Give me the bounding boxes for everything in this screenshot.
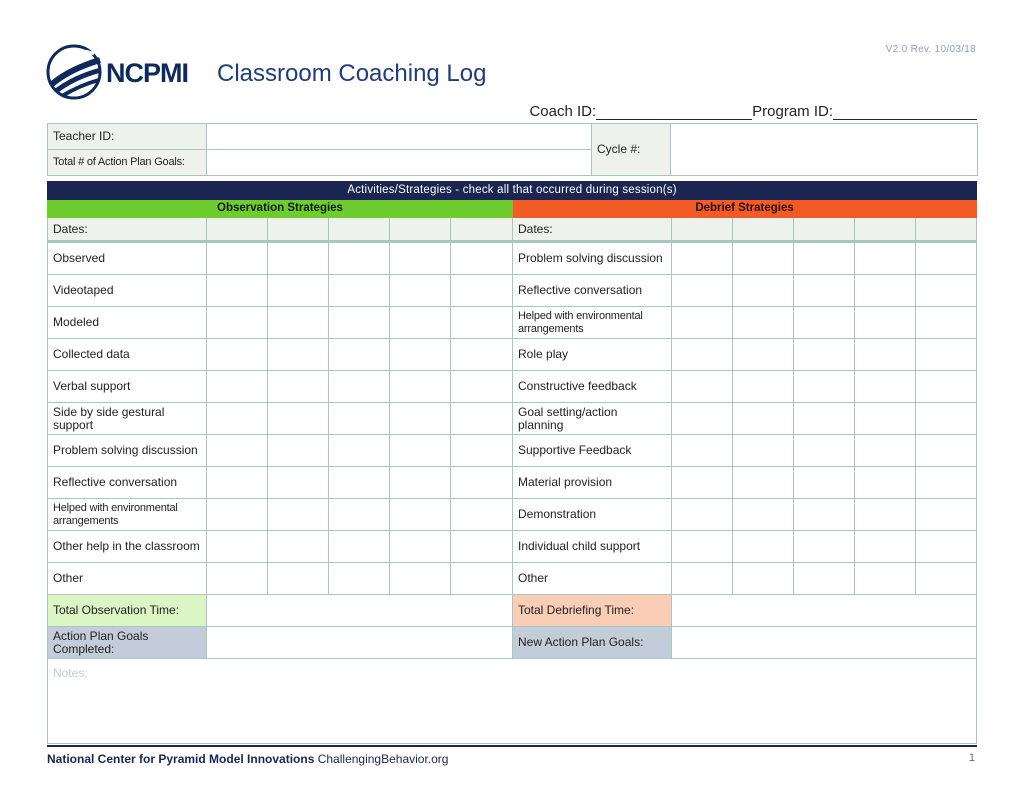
obs-checkbox-cell[interactable] xyxy=(451,531,513,563)
deb-strategy-label: Goal setting/action planning xyxy=(513,403,672,435)
deb-checkbox-cell[interactable] xyxy=(916,467,977,499)
obs-strategy-label: Reflective conversation xyxy=(48,467,207,499)
deb-checkbox-cell[interactable] xyxy=(733,371,794,403)
obs-checkbox-cell[interactable] xyxy=(268,531,329,563)
strategies-table xyxy=(47,181,977,744)
deb-checkbox-cell[interactable] xyxy=(733,531,794,563)
new-goals-field[interactable] xyxy=(672,627,977,659)
obs-checkbox-cell[interactable] xyxy=(268,275,329,307)
obs-checkbox-cell[interactable] xyxy=(390,371,451,403)
obs-dates-label: Dates: xyxy=(48,218,207,242)
deb-checkbox-cell[interactable] xyxy=(794,563,855,595)
deb-checkbox-cell[interactable] xyxy=(733,275,794,307)
obs-checkbox-cell[interactable] xyxy=(329,499,390,531)
obs-strategy-label: Other xyxy=(48,563,207,595)
deb-checkbox-cell[interactable] xyxy=(672,371,733,403)
deb-checkbox-cell[interactable] xyxy=(672,499,733,531)
obs-checkbox-cell[interactable] xyxy=(451,275,513,307)
program-id-field[interactable] xyxy=(833,105,977,120)
obs-checkbox-cell[interactable] xyxy=(390,467,451,499)
deb-strategy-label: Individual child support xyxy=(513,531,672,563)
deb-checkbox-cell[interactable] xyxy=(672,531,733,563)
deb-checkbox-cell[interactable] xyxy=(672,275,733,307)
obs-checkbox-cell[interactable] xyxy=(329,307,390,339)
deb-checkbox-cell[interactable] xyxy=(916,307,977,339)
deb-checkbox-cell[interactable] xyxy=(916,435,977,467)
deb-checkbox-cell[interactable] xyxy=(855,242,916,275)
deb-checkbox-cell[interactable] xyxy=(672,435,733,467)
teacher-id-field[interactable] xyxy=(207,124,592,150)
obs-strategy-label: Modeled xyxy=(48,307,207,339)
cycle-field[interactable] xyxy=(671,124,978,176)
deb-checkbox-cell[interactable] xyxy=(794,403,855,435)
deb-checkbox-cell[interactable] xyxy=(733,307,794,339)
goals-completed-field[interactable] xyxy=(207,627,513,659)
obs-date-cell[interactable] xyxy=(207,218,268,242)
strategy-row xyxy=(48,403,977,435)
deb-checkbox-cell[interactable] xyxy=(916,242,977,275)
deb-checkbox-cell[interactable] xyxy=(916,499,977,531)
obs-checkbox-cell[interactable] xyxy=(207,371,268,403)
deb-date-cell[interactable] xyxy=(672,218,733,242)
obs-strategy-label: Observed xyxy=(48,242,207,275)
deb-date-cell[interactable] xyxy=(733,218,794,242)
coach-id-label: Coach ID: xyxy=(529,103,597,120)
id-fields xyxy=(529,103,977,120)
deb-checkbox-cell[interactable] xyxy=(855,563,916,595)
obs-strategy-label: Collected data xyxy=(48,339,207,371)
obs-checkbox-cell[interactable] xyxy=(390,499,451,531)
deb-checkbox-cell[interactable] xyxy=(733,563,794,595)
deb-checkbox-cell[interactable] xyxy=(672,242,733,275)
deb-checkbox-cell[interactable] xyxy=(794,531,855,563)
obs-checkbox-cell[interactable] xyxy=(207,403,268,435)
obs-checkbox-cell[interactable] xyxy=(451,403,513,435)
deb-checkbox-cell[interactable] xyxy=(672,339,733,371)
deb-checkbox-cell[interactable] xyxy=(794,339,855,371)
obs-checkbox-cell[interactable] xyxy=(390,307,451,339)
total-observation-time-field[interactable] xyxy=(207,595,513,627)
strategy-row xyxy=(48,242,977,275)
obs-strategy-label: Helped with environmental arrangements xyxy=(48,499,207,531)
obs-checkbox-cell[interactable] xyxy=(268,371,329,403)
deb-checkbox-cell[interactable] xyxy=(916,371,977,403)
deb-date-cell[interactable] xyxy=(916,218,977,242)
strategy-row xyxy=(48,563,977,595)
new-goals-label: New Action Plan Goals: xyxy=(513,627,672,659)
obs-checkbox-cell[interactable] xyxy=(329,435,390,467)
obs-strategy-label: Problem solving discussion xyxy=(48,435,207,467)
obs-checkbox-cell[interactable] xyxy=(268,563,329,595)
page-title: Classroom Coaching Log xyxy=(217,60,487,87)
obs-checkbox-cell[interactable] xyxy=(268,467,329,499)
strategy-row xyxy=(48,531,977,563)
obs-strategy-label: Videotaped xyxy=(48,275,207,307)
obs-date-cell[interactable] xyxy=(451,218,513,242)
obs-date-cell[interactable] xyxy=(390,218,451,242)
deb-checkbox-cell[interactable] xyxy=(855,467,916,499)
obs-checkbox-cell[interactable] xyxy=(390,531,451,563)
obs-checkbox-cell[interactable] xyxy=(451,307,513,339)
obs-date-cell[interactable] xyxy=(329,218,390,242)
obs-checkbox-cell[interactable] xyxy=(207,499,268,531)
goals-total-label: Total # of Action Plan Goals: xyxy=(48,150,207,176)
deb-strategy-label: Problem solving discussion xyxy=(513,242,672,275)
deb-checkbox-cell[interactable] xyxy=(733,467,794,499)
obs-checkbox-cell[interactable] xyxy=(451,339,513,371)
obs-checkbox-cell[interactable] xyxy=(207,242,268,275)
deb-checkbox-cell[interactable] xyxy=(794,242,855,275)
cycle-label: Cycle #: xyxy=(592,124,671,176)
deb-checkbox-cell[interactable] xyxy=(855,531,916,563)
obs-checkbox-cell[interactable] xyxy=(390,242,451,275)
deb-checkbox-cell[interactable] xyxy=(916,563,977,595)
deb-checkbox-cell[interactable] xyxy=(794,499,855,531)
deb-strategy-label: Reflective conversation xyxy=(513,275,672,307)
obs-checkbox-cell[interactable] xyxy=(329,403,390,435)
obs-checkbox-cell[interactable] xyxy=(390,563,451,595)
deb-checkbox-cell[interactable] xyxy=(794,275,855,307)
info-table xyxy=(47,123,978,176)
deb-checkbox-cell[interactable] xyxy=(916,403,977,435)
obs-checkbox-cell[interactable] xyxy=(329,275,390,307)
deb-checkbox-cell[interactable] xyxy=(855,371,916,403)
deb-checkbox-cell[interactable] xyxy=(733,499,794,531)
obs-checkbox-cell[interactable] xyxy=(329,242,390,275)
footer xyxy=(47,752,448,766)
deb-checkbox-cell[interactable] xyxy=(733,435,794,467)
deb-checkbox-cell[interactable] xyxy=(733,242,794,275)
obs-checkbox-cell[interactable] xyxy=(329,563,390,595)
deb-checkbox-cell[interactable] xyxy=(916,339,977,371)
deb-strategy-label: Other xyxy=(513,563,672,595)
obs-strategy-label: Other help in the classroom xyxy=(48,531,207,563)
obs-checkbox-cell[interactable] xyxy=(451,467,513,499)
deb-strategy-label: Demonstration xyxy=(513,499,672,531)
deb-dates-label: Dates: xyxy=(513,218,672,242)
footer-org: National Center for Pyramid Model Innovations xyxy=(47,752,315,766)
goals-total-field[interactable] xyxy=(207,150,592,176)
deb-date-cell[interactable] xyxy=(794,218,855,242)
deb-checkbox-cell[interactable] xyxy=(916,275,977,307)
deb-checkbox-cell[interactable] xyxy=(855,307,916,339)
obs-checkbox-cell[interactable] xyxy=(207,339,268,371)
deb-checkbox-cell[interactable] xyxy=(672,307,733,339)
ncpmi-logo xyxy=(46,44,216,100)
activities-banner: Activities/Strategies - check all that occurred during session(s) xyxy=(48,182,977,200)
deb-checkbox-cell[interactable] xyxy=(794,307,855,339)
obs-strategy-label: Side by side gestural support xyxy=(48,403,207,435)
obs-checkbox-cell[interactable] xyxy=(329,371,390,403)
obs-checkbox-cell[interactable] xyxy=(268,339,329,371)
strategy-row xyxy=(48,467,977,499)
strategy-row xyxy=(48,371,977,403)
total-observation-time-label: Total Observation Time: xyxy=(48,595,207,627)
deb-checkbox-cell[interactable] xyxy=(855,403,916,435)
obs-checkbox-cell[interactable] xyxy=(451,563,513,595)
deb-checkbox-cell[interactable] xyxy=(794,467,855,499)
deb-checkbox-cell[interactable] xyxy=(672,563,733,595)
logo-text: NCPMI xyxy=(106,58,188,88)
deb-checkbox-cell[interactable] xyxy=(672,403,733,435)
deb-checkbox-cell[interactable] xyxy=(794,371,855,403)
obs-checkbox-cell[interactable] xyxy=(268,403,329,435)
deb-strategy-label: Role play xyxy=(513,339,672,371)
obs-checkbox-cell[interactable] xyxy=(329,531,390,563)
obs-checkbox-cell[interactable] xyxy=(207,307,268,339)
obs-checkbox-cell[interactable] xyxy=(268,499,329,531)
obs-checkbox-cell[interactable] xyxy=(451,242,513,275)
page-number: 1 xyxy=(968,752,975,764)
obs-checkbox-cell[interactable] xyxy=(390,403,451,435)
strategy-row xyxy=(48,499,977,531)
program-id-label: Program ID: xyxy=(752,103,833,120)
strategy-row xyxy=(48,307,977,339)
deb-strategy-label: Helped with environmental arrangements xyxy=(513,307,672,339)
deb-checkbox-cell[interactable] xyxy=(855,339,916,371)
deb-checkbox-cell[interactable] xyxy=(855,275,916,307)
obs-checkbox-cell[interactable] xyxy=(207,467,268,499)
deb-date-cell[interactable] xyxy=(855,218,916,242)
deb-strategy-label: Material provision xyxy=(513,467,672,499)
strategy-row xyxy=(48,275,977,307)
obs-checkbox-cell[interactable] xyxy=(390,435,451,467)
obs-checkbox-cell[interactable] xyxy=(329,467,390,499)
obs-checkbox-cell[interactable] xyxy=(451,499,513,531)
strategy-row xyxy=(48,339,977,371)
obs-checkbox-cell[interactable] xyxy=(268,307,329,339)
obs-checkbox-cell[interactable] xyxy=(390,339,451,371)
obs-checkbox-cell[interactable] xyxy=(268,435,329,467)
obs-checkbox-cell[interactable] xyxy=(451,371,513,403)
obs-checkbox-cell[interactable] xyxy=(268,242,329,275)
obs-date-cell[interactable] xyxy=(268,218,329,242)
total-debriefing-time-field[interactable] xyxy=(672,595,977,627)
deb-checkbox-cell[interactable] xyxy=(733,339,794,371)
obs-checkbox-cell[interactable] xyxy=(207,275,268,307)
coach-id-field[interactable] xyxy=(596,105,752,120)
teacher-id-label: Teacher ID: xyxy=(48,124,207,150)
observation-heading: Observation Strategies xyxy=(48,200,513,218)
goals-completed-label: Action Plan Goals Completed: xyxy=(48,627,207,659)
notes-field[interactable] xyxy=(48,659,977,744)
footer-divider xyxy=(47,745,977,747)
obs-checkbox-cell[interactable] xyxy=(329,339,390,371)
obs-checkbox-cell[interactable] xyxy=(390,275,451,307)
deb-checkbox-cell[interactable] xyxy=(672,467,733,499)
notes-label: Notes: xyxy=(53,666,88,680)
obs-checkbox-cell[interactable] xyxy=(451,435,513,467)
footer-site: ChallengingBehavior.org xyxy=(317,752,449,766)
obs-checkbox-cell[interactable] xyxy=(207,435,268,467)
deb-checkbox-cell[interactable] xyxy=(855,435,916,467)
version-label: V2.0 Rev. 10/03/18 xyxy=(885,44,976,55)
deb-checkbox-cell[interactable] xyxy=(916,531,977,563)
strategy-row xyxy=(48,435,977,467)
deb-checkbox-cell[interactable] xyxy=(855,499,916,531)
obs-checkbox-cell[interactable] xyxy=(207,563,268,595)
deb-checkbox-cell[interactable] xyxy=(794,435,855,467)
obs-strategy-label: Verbal support xyxy=(48,371,207,403)
debrief-heading: Debrief Strategies xyxy=(513,200,977,218)
obs-checkbox-cell[interactable] xyxy=(207,531,268,563)
deb-strategy-label: Supportive Feedback xyxy=(513,435,672,467)
logo-swirl-icon xyxy=(46,44,104,100)
deb-checkbox-cell[interactable] xyxy=(733,403,794,435)
total-debriefing-time-label: Total Debriefing Time: xyxy=(513,595,672,627)
deb-strategy-label: Constructive feedback xyxy=(513,371,672,403)
